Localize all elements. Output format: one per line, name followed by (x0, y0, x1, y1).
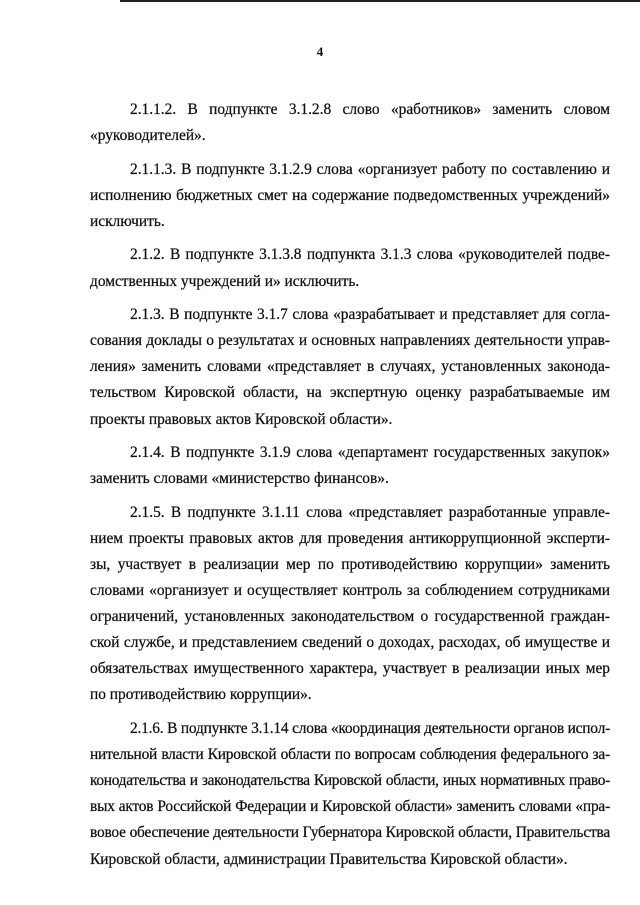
text-line: нительной власти Кировской области по вопросам соблюдения федерального за- (90, 746, 610, 764)
text-line: сования доклады о результатах и основных направлениях деятельности управ- (90, 332, 610, 350)
text-line: 2.1.3. В подпункте 3.1.7 слова «разрабатывает и представляет для согла- (130, 306, 610, 324)
text-line: 2.1.4. В подпункте 3.1.9 слова «департамент государственных закупок» (130, 444, 610, 462)
text-line: 2.1.1.3. В подпункте 3.1.2.9 слова «организует работу по составлению и (130, 160, 610, 178)
text-line: вых актов Российской Федерации и Кировской области» заменить словами «пра- (90, 798, 610, 816)
text-line: заменить словами «министерство финансов». (90, 470, 389, 488)
page-number: 4 (316, 44, 324, 59)
text-line: обязательствах имущественного характера, участвует в реализации иных мер (90, 660, 610, 678)
text-line: домственных учреждений и» исключить. (90, 272, 360, 290)
text-line: «руководителей». (90, 127, 206, 145)
paragraph-2-1-2 (90, 242, 610, 294)
text-line: ской службе, и представлением сведений о доходах, расходах, об имуществе и (90, 634, 610, 652)
paragraph-2-1-3 (90, 302, 610, 432)
text-line: тельством Кировской области, на экспертную оценку разрабатываемые им (90, 384, 610, 402)
text-line: ограничений, установленных законодательством о государственной граждан- (90, 608, 610, 626)
text-line: вовое обеспечение деятельности Губернатора Кировской области, Правительства (90, 824, 610, 842)
text-line: исключить. (90, 212, 165, 230)
text-line: словами «организует и осуществляет контроль за соблюдением сотрудниками (90, 582, 610, 600)
text-line: конодательства и законодательства Кировской области, иных нормативных право- (90, 772, 610, 790)
text-line: зы, участвует в реализации мер по противодействию коррупции» заменить (90, 556, 610, 573)
paragraph-2-1-5 (90, 500, 610, 709)
text-line: 2.1.1.2. В подпункте 3.1.2.8 слово «работников» заменить словом (130, 101, 610, 118)
text-line: нием проекты правовых актов для проведения антикоррупционной эксперти- (90, 529, 610, 547)
text-line: исполнению бюджетных смет на содержание подведомственных учреждений» (90, 186, 610, 204)
text-line: проекты правовых актов Кировской области». (90, 410, 393, 428)
document-body (90, 97, 610, 873)
paragraph-2-1-1-3 (90, 157, 610, 235)
text-line: ления» заменить словами «представляет в случаях, установленных законода- (90, 358, 610, 376)
text-line: по противодействию коррупции». (90, 686, 312, 704)
paragraph-2-1-4 (90, 440, 610, 492)
paragraph-2-1-1-2 (90, 97, 610, 149)
paragraph-2-1-6 (90, 716, 610, 873)
text-line: 2.1.2. В подпункте 3.1.3.8 подпункта 3.1.3 слова «руководителей подве- (130, 246, 610, 264)
top-border-line (120, 0, 640, 2)
text-line: 2.1.5. В подпункте 3.1.11 слова «представляет разработанные управле- (130, 503, 610, 521)
text-line: Кировской области, администрации Правительства Кировской области». (90, 850, 568, 868)
text-line: 2.1.6. В подпункте 3.1.14 слова «координация деятельности органов испол- (130, 720, 610, 738)
